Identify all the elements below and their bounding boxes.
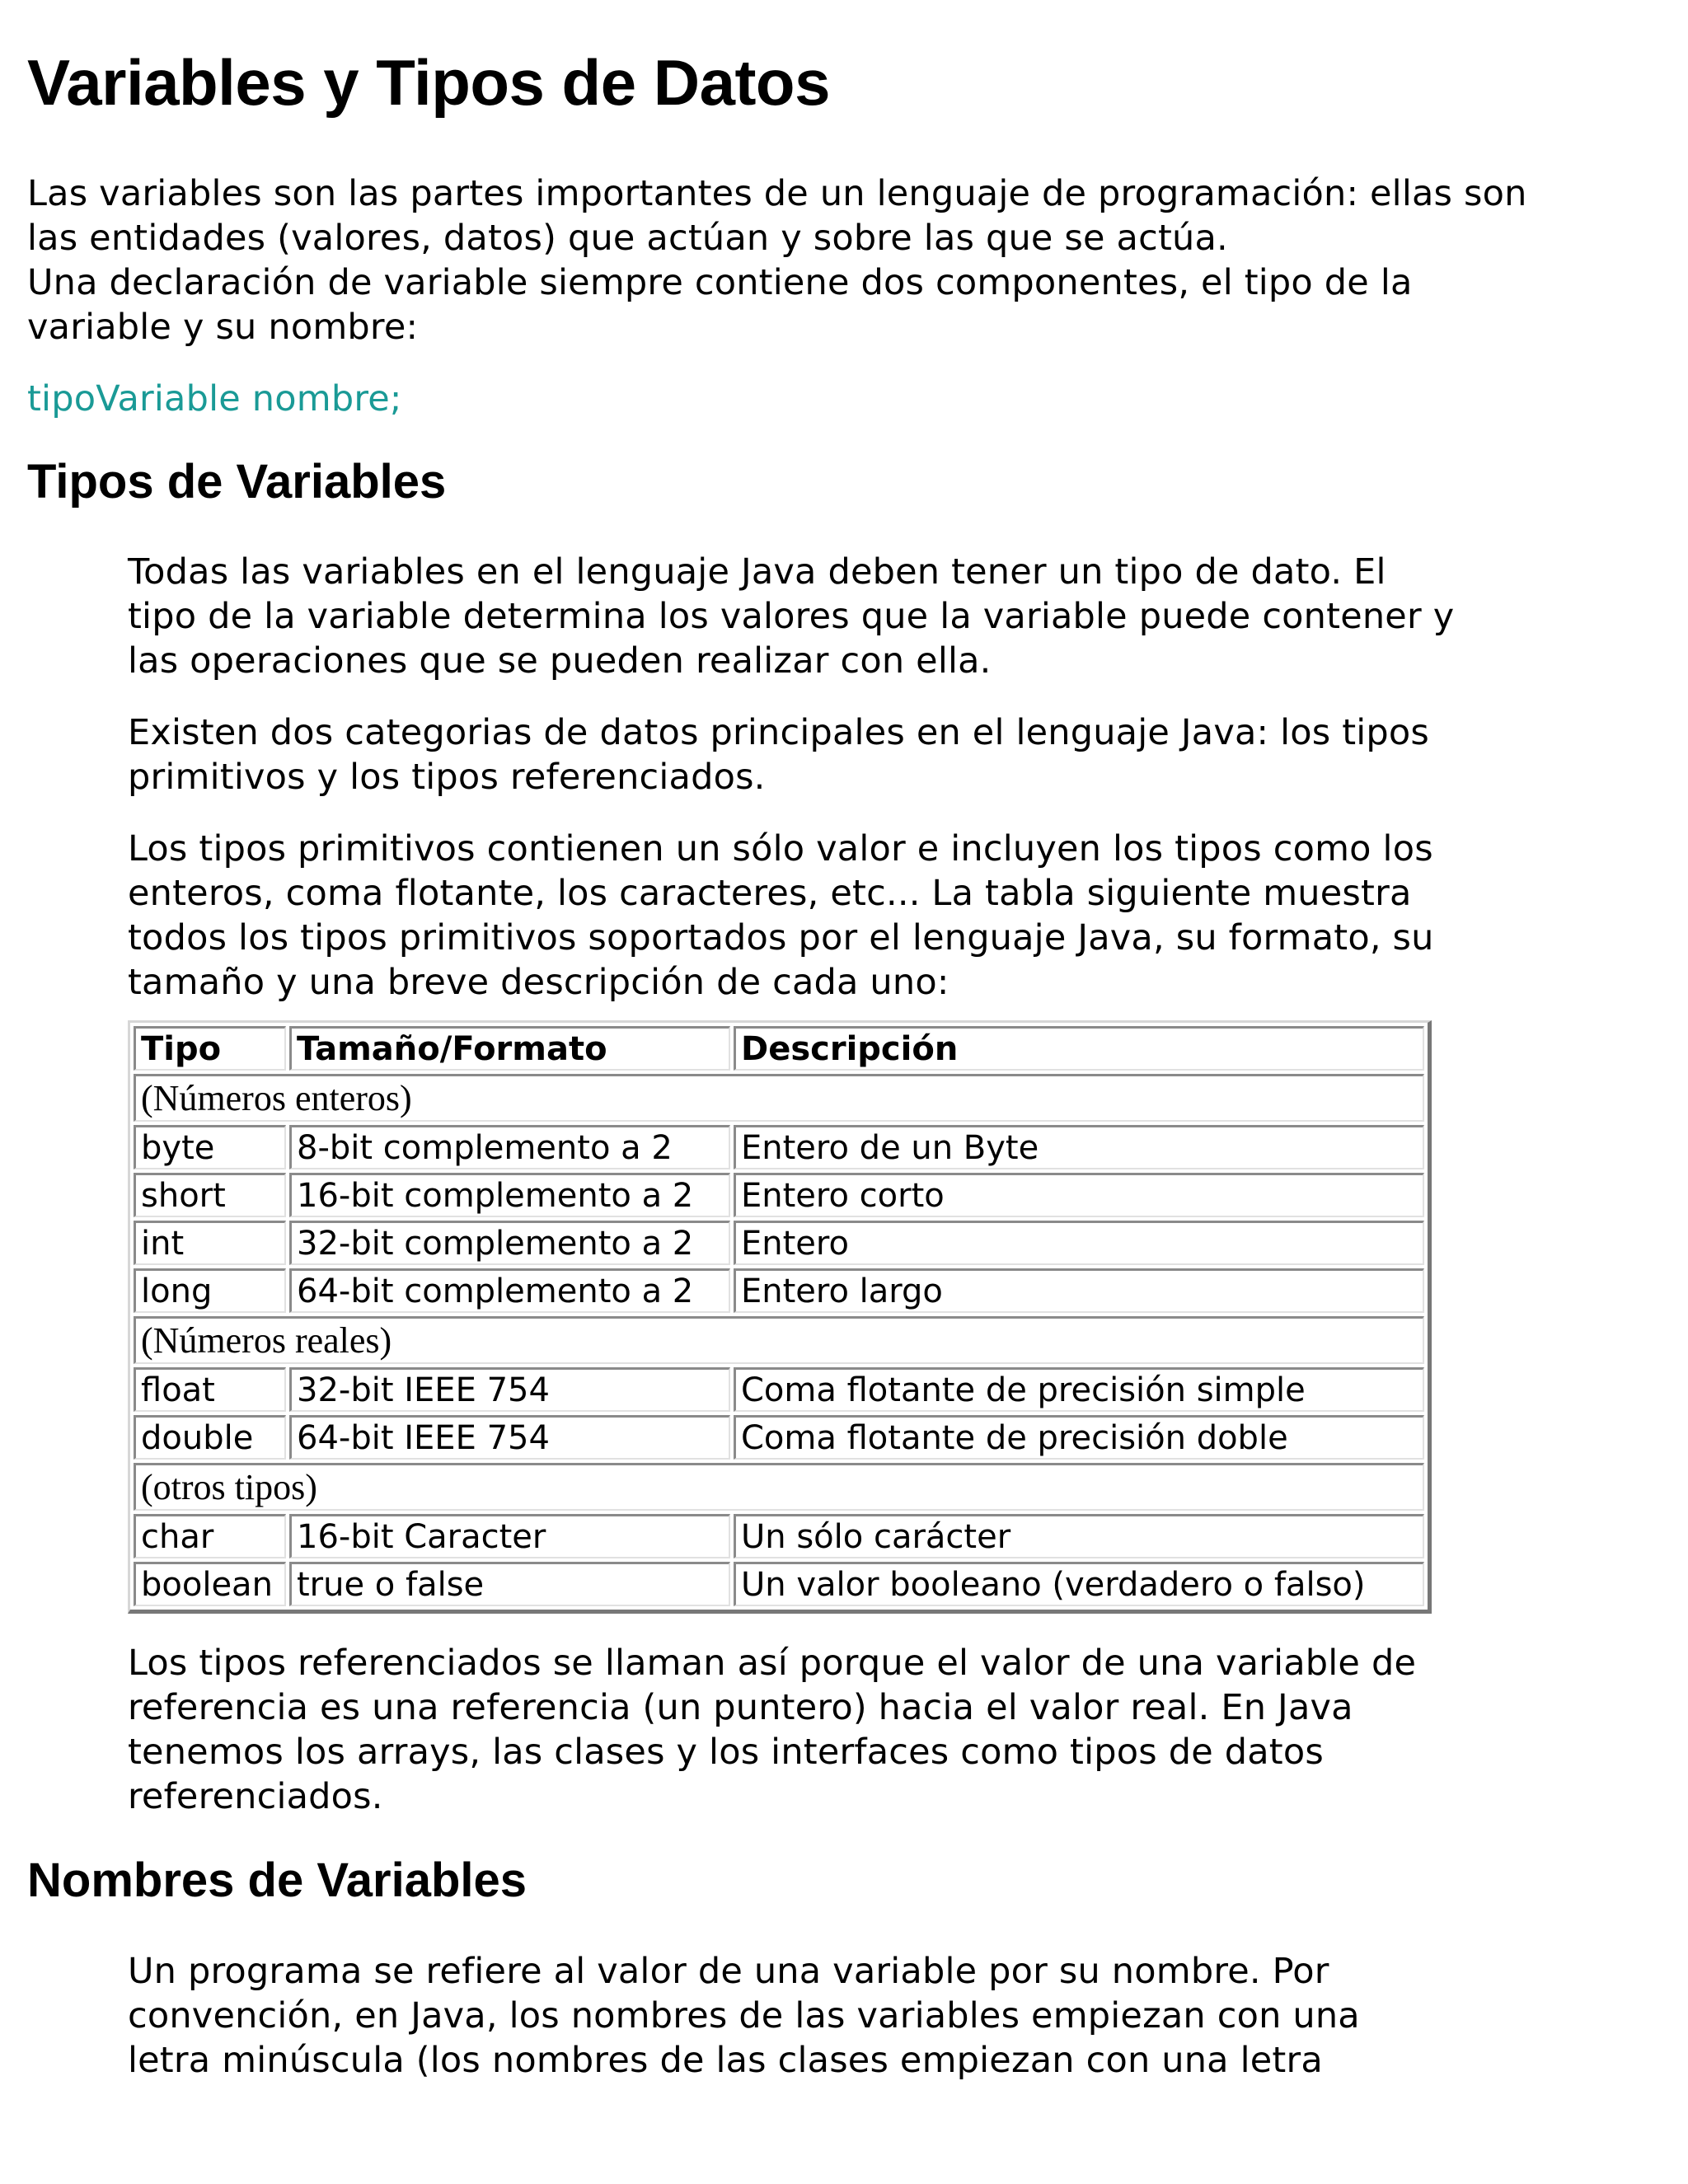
cell-description: Un valor booleano (verdadero o falso) [734, 1562, 1424, 1606]
section-heading-tipos: Tipos de Variables [27, 455, 447, 509]
cell-format: 8-bit complemento a 2 [289, 1125, 730, 1169]
table-row [134, 1562, 1424, 1606]
paragraph-tipos-4 [128, 1641, 1644, 1819]
cell-format: 64-bit complemento a 2 [289, 1268, 730, 1313]
page-title: Variables y Tipos de Datos [27, 46, 830, 119]
paragraph-tipos-2 [128, 710, 1644, 799]
paragraph-line: tipo de la variable determina los valores que la variable puede contener y [128, 596, 1455, 637]
paragraph-line: Los tipos primitivos contienen un sólo valor e incluyen los tipos como los [128, 828, 1433, 869]
paragraph-line: Todas las variables en el lenguaje Java deben tener un tipo de dato. El [128, 551, 1386, 593]
intro-line: Una declaración de variable siempre contiene dos componentes, el tipo de la [27, 262, 1413, 303]
cell-type: byte [134, 1125, 286, 1169]
table-row [134, 1173, 1424, 1217]
paragraph-line: las operaciones que se pueden realizar con ella. [128, 640, 992, 682]
table-group-row [134, 1463, 1424, 1511]
cell-format: 32-bit complemento a 2 [289, 1221, 730, 1265]
intro-line: las entidades (valores, datos) que actúan y sobre las que se actúa. [27, 218, 1228, 259]
section-heading-nombres: Nombres de Variables [27, 1854, 528, 1907]
table-group-row [134, 1316, 1424, 1364]
group-label: (Números enteros) [134, 1074, 1424, 1122]
table-row [134, 1125, 1424, 1169]
cell-type: char [134, 1514, 286, 1558]
paragraph-line: convención, en Java, los nombres de las variables empiezan con una [128, 1995, 1360, 2036]
header-tamano: Tamaño/Formato [289, 1026, 730, 1071]
group-label: (otros tipos) [134, 1463, 1424, 1511]
group-label: (Números reales) [134, 1316, 1424, 1364]
intro-paragraph [27, 171, 1667, 349]
cell-type: short [134, 1173, 286, 1217]
cell-type: long [134, 1268, 286, 1313]
paragraph-line: tenemos los arrays, las clases y los interfaces como tipos de datos [128, 1732, 1324, 1773]
table-row [134, 1415, 1424, 1460]
cell-type: boolean [134, 1562, 286, 1606]
paragraph-line: todos los tipos primitivos soportados por el lenguaje Java, su formato, su [128, 917, 1434, 958]
cell-description: Un sólo carácter [734, 1514, 1424, 1558]
paragraph-line: referenciados. [128, 1776, 383, 1817]
paragraph-line: Los tipos referenciados se llaman así porque el valor de una variable de [128, 1643, 1417, 1684]
cell-format: 32-bit IEEE 754 [289, 1367, 730, 1412]
paragraph-line: enteros, coma flotante, los caracteres, etc... La tabla siguiente muestra [128, 873, 1412, 914]
paragraph-tipos-3 [128, 827, 1644, 1005]
cell-description: Coma flotante de precisión doble [734, 1415, 1424, 1460]
cell-description: Entero corto [734, 1173, 1424, 1217]
table-group-row [134, 1074, 1424, 1122]
cell-type: double [134, 1415, 286, 1460]
cell-format: true o false [289, 1562, 730, 1606]
cell-type: float [134, 1367, 286, 1412]
paragraph-tipos-1 [128, 550, 1644, 683]
table-row [134, 1367, 1424, 1412]
intro-line: Las variables son las partes importantes de un lenguaje de programación: ellas son [27, 173, 1527, 214]
cell-type: int [134, 1221, 286, 1265]
cell-format: 16-bit complemento a 2 [289, 1173, 730, 1217]
paragraph-line: Un programa se refiere al valor de una variable por su nombre. Por [128, 1951, 1329, 1992]
cell-format: 16-bit Caracter [289, 1514, 730, 1558]
header-tipo: Tipo [134, 1026, 286, 1071]
table-header-row [134, 1026, 1424, 1071]
primitive-types-table [128, 1020, 1432, 1614]
paragraph-nombres-1 [128, 1949, 1644, 2083]
intro-line: variable y su nombre: [27, 307, 419, 348]
cell-format: 64-bit IEEE 754 [289, 1415, 730, 1460]
cell-description: Entero de un Byte [734, 1125, 1424, 1169]
cell-description: Entero largo [734, 1268, 1424, 1313]
table-row [134, 1221, 1424, 1265]
paragraph-line: referencia es una referencia (un puntero) hacia el valor real. En Java [128, 1687, 1353, 1728]
cell-description: Coma flotante de precisión simple [734, 1367, 1424, 1412]
header-descripcion: Descripción [734, 1026, 1424, 1071]
table-row [134, 1514, 1424, 1558]
paragraph-line: letra minúscula (los nombres de las clases empiezan con una letra [128, 2040, 1323, 2081]
paragraph-line: Existen dos categorias de datos principales en el lenguaje Java: los tipos [128, 712, 1430, 753]
paragraph-line: tamaño y una breve descripción de cada uno: [128, 962, 950, 1003]
table-row [134, 1268, 1424, 1313]
paragraph-line: primitivos y los tipos referenciados. [128, 757, 766, 798]
code-example: tipoVariable nombre; [27, 378, 402, 419]
cell-description: Entero [734, 1221, 1424, 1265]
